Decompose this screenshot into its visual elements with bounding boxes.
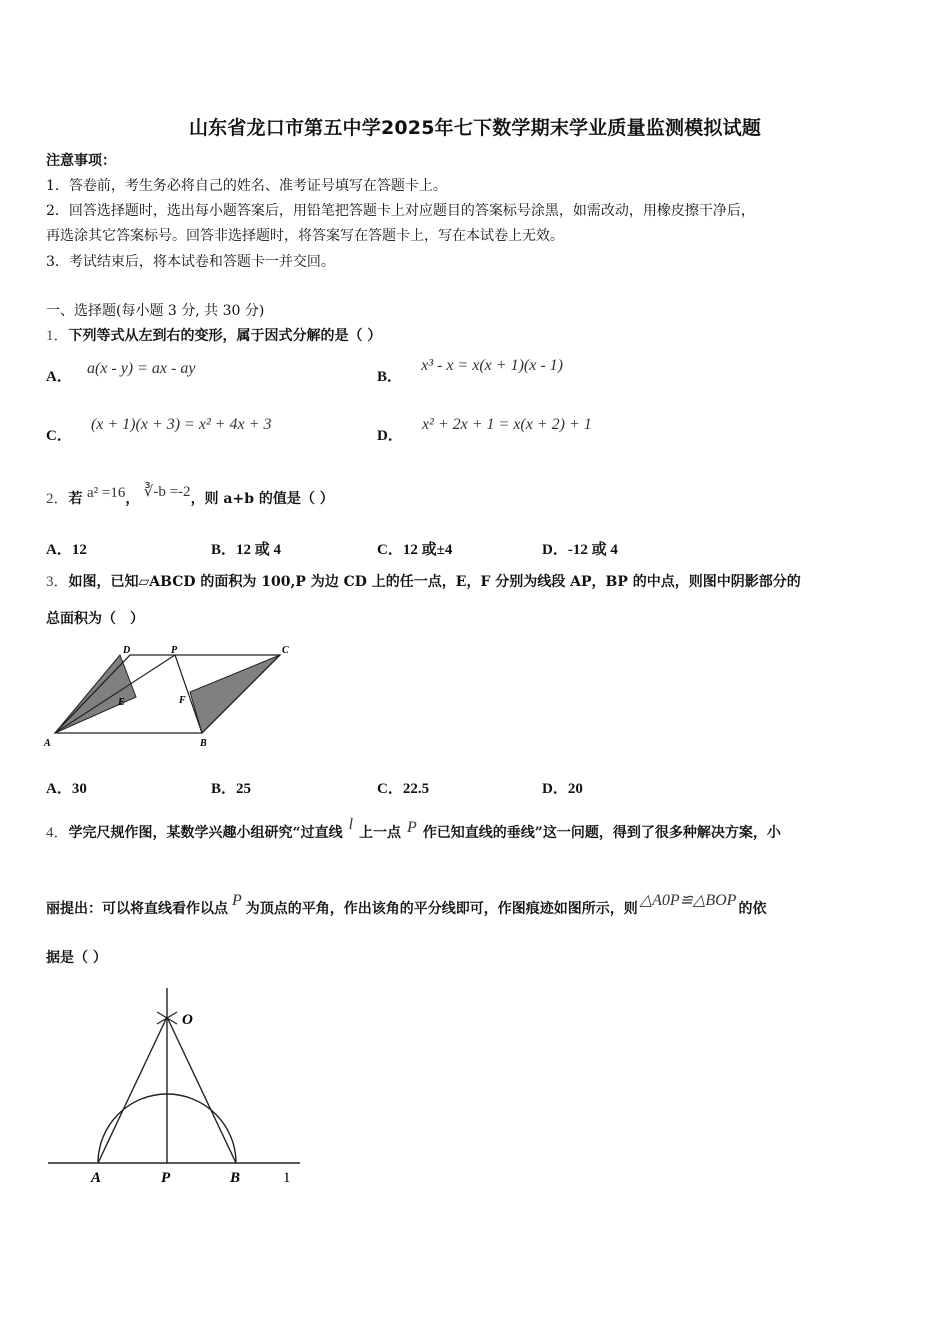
separator: ， bbox=[125, 491, 140, 507]
option-value: 12 或 4 bbox=[236, 542, 282, 558]
q3-option-b[interactable] bbox=[211, 777, 251, 798]
label-e: E bbox=[118, 697, 125, 708]
congruence-expression: △A0P≌△BOP bbox=[639, 892, 737, 909]
notice-item: 3．考试结束后，将本试卷和答题卡一并交回。 bbox=[46, 254, 335, 270]
notice-item: 1．答卷前，考生务必将自己的姓名、准考证号填写在答题卡上。 bbox=[46, 178, 447, 194]
option-expression: (x + 1)(x + 3) = x² + 4x + 3 bbox=[90, 416, 272, 433]
option-label: D． bbox=[542, 781, 568, 797]
symbol-p: P bbox=[232, 892, 242, 909]
condition-expression: a² =16 bbox=[86, 485, 126, 501]
option-label: D． bbox=[542, 542, 568, 558]
option-value: -12 或 4 bbox=[567, 542, 618, 558]
q2-option-d[interactable] bbox=[542, 538, 618, 559]
segment-ao bbox=[98, 1017, 167, 1163]
section-heading: 一、选择题(每小题 3 分, 共 30 分) bbox=[46, 303, 265, 319]
symbol-l: l bbox=[348, 816, 354, 833]
option-expression: a(x - y) = ax - ay bbox=[86, 360, 196, 377]
label-p: P bbox=[161, 1170, 171, 1186]
label-b: B bbox=[200, 738, 207, 749]
option-label: D． bbox=[377, 428, 403, 444]
question-text-continued bbox=[46, 892, 767, 919]
q3-option-a[interactable] bbox=[46, 777, 87, 798]
q3-option-c[interactable] bbox=[377, 777, 429, 798]
question-text: 如图，已知▱ABCD 的面积为 100,P 为边 CD 上的任一点，E，F 分别为线段 AP，BP 的中点，则图中阴影部分的 bbox=[68, 574, 801, 590]
option-value: 30 bbox=[71, 781, 87, 797]
question-3 bbox=[46, 572, 801, 592]
symbol-p: P bbox=[407, 819, 417, 836]
condition-expression: ∛-b =-2 bbox=[143, 484, 191, 500]
question-number: 3． bbox=[46, 574, 69, 590]
question-1 bbox=[46, 326, 381, 346]
option-label: B． bbox=[211, 781, 237, 797]
parallelogram-figure bbox=[40, 640, 315, 755]
option-value: 25 bbox=[236, 781, 252, 797]
label-b: B bbox=[230, 1170, 241, 1186]
q1-option-a[interactable] bbox=[46, 360, 196, 386]
label-o: O bbox=[182, 1012, 193, 1028]
question-text: 作已知直线的垂线”这一问题，得到了很多种解决方案，小 bbox=[422, 825, 781, 841]
option-label: C． bbox=[377, 781, 403, 797]
segment-bo bbox=[167, 1017, 236, 1163]
option-label: C． bbox=[46, 428, 72, 444]
option-label: B． bbox=[211, 542, 237, 558]
option-label: A． bbox=[46, 369, 72, 385]
page-title: 山东省龙口市第五中学2025年七下数学期末学业质量监测模拟试题 bbox=[188, 117, 762, 139]
label-f: F bbox=[179, 695, 186, 706]
notice-item: 2．回答选择题时，选出每小题答案后，用铅笔把答题卡上对应题目的答案标号涂黑，如需改动，用橡皮擦干净后， bbox=[46, 203, 755, 219]
question-text: 若 bbox=[68, 491, 83, 507]
label-c: C bbox=[282, 645, 289, 656]
notice-item: 再选涂其它答案标号。回答非选择题时，将答案写在答题卡上，写在本试卷上无效。 bbox=[46, 228, 564, 244]
label-p: P bbox=[171, 645, 178, 656]
option-expression: x² + 2x + 1 = x(x + 2) + 1 bbox=[421, 416, 592, 433]
question-text: 学完尺规作图，某数学兴趣小组研究“过直线 bbox=[68, 825, 343, 841]
perpendicular-construction-figure bbox=[40, 980, 315, 1190]
q2-option-b[interactable] bbox=[211, 538, 281, 559]
question-text: 为顶点的平角，作出该角的平分线即可，作图痕迹如图所示，则 bbox=[245, 901, 638, 917]
option-value: 12 bbox=[71, 542, 87, 558]
question-number: 4． bbox=[46, 825, 69, 841]
question-4 bbox=[46, 816, 781, 843]
option-label: A． bbox=[46, 781, 72, 797]
option-value: 12 或±4 bbox=[402, 542, 453, 558]
label-a: A bbox=[91, 1170, 102, 1186]
option-value: 20 bbox=[567, 781, 583, 797]
q1-option-d[interactable] bbox=[377, 416, 592, 445]
question-number: 2． bbox=[46, 491, 69, 507]
q2-option-a[interactable] bbox=[46, 538, 87, 559]
option-label: A． bbox=[46, 542, 72, 558]
option-label: C． bbox=[377, 542, 403, 558]
question-2 bbox=[46, 484, 334, 509]
q3-option-d[interactable] bbox=[542, 777, 583, 798]
question-text: 丽提出：可以将直线看作以点 bbox=[46, 901, 228, 917]
q2-option-c[interactable] bbox=[377, 538, 452, 559]
option-value: 22.5 bbox=[402, 781, 430, 797]
label-line-l: 1 bbox=[283, 1170, 291, 1186]
label-a: A bbox=[44, 738, 51, 749]
option-label: B． bbox=[377, 369, 403, 385]
notice-heading: 注意事项： bbox=[46, 153, 116, 169]
question-text: ，则 a+b 的值是（ ） bbox=[190, 491, 334, 507]
option-expression: x³ - x = x(x + 1)(x - 1) bbox=[421, 357, 563, 374]
question-text-continued: 总面积为（ ） bbox=[46, 611, 144, 627]
question-text: 上一点 bbox=[359, 825, 402, 841]
shaded-triangle-right bbox=[190, 655, 280, 733]
question-stem: 下列等式从左到右的变形，属于因式分解的是（ ） bbox=[68, 328, 382, 344]
q1-option-b[interactable] bbox=[377, 357, 563, 386]
question-number: 1． bbox=[46, 328, 69, 344]
question-text-continued: 据是（ ） bbox=[46, 950, 107, 966]
q1-option-c[interactable] bbox=[46, 416, 272, 445]
label-d: D bbox=[123, 645, 131, 656]
question-text: 的依 bbox=[738, 901, 767, 917]
